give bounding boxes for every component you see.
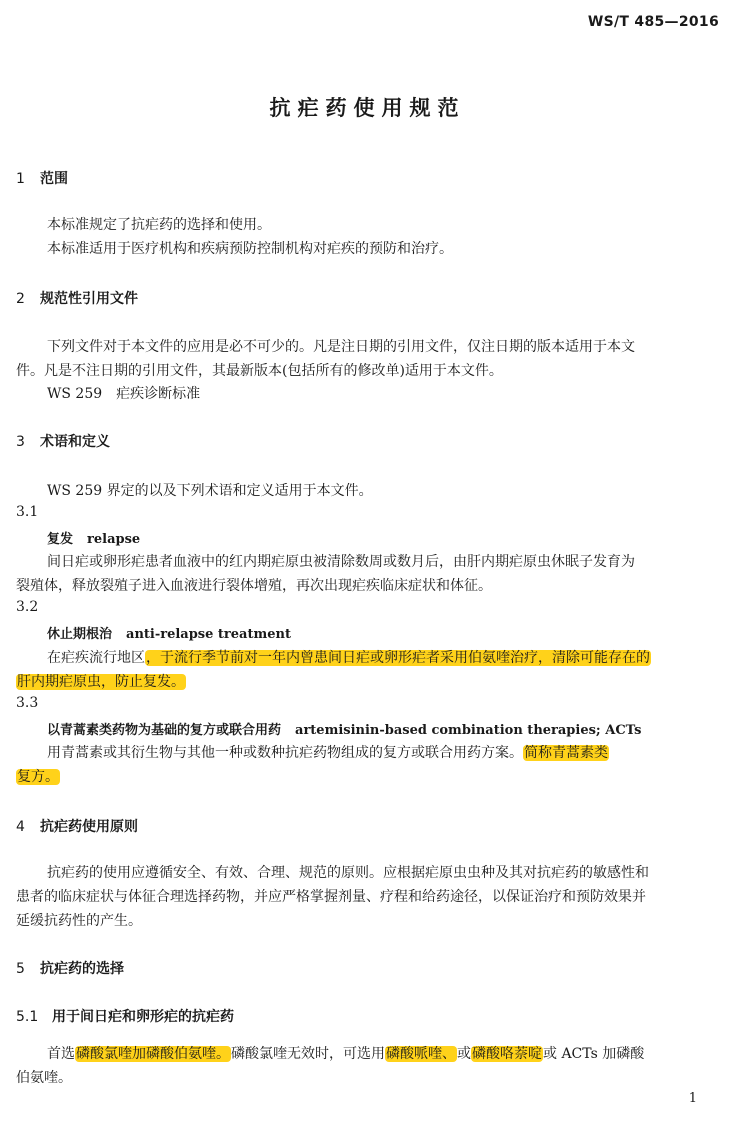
highlighted-text: ，于流行季节前对一年内曾患间日疟或卵形疟者采用伯氨喹治疗，清除可能存在的 <box>146 650 650 666</box>
plain-text: 或 <box>457 1046 471 1062</box>
standard-number: WS/T 485—2016 <box>587 14 719 30</box>
highlighted-text: 磷酸咯萘啶 <box>472 1046 542 1062</box>
paragraph: 本标准适用于医疗机构和疾病预防控制机构对疟疾的预防和治疗。 <box>47 241 453 257</box>
plain-text: 磷酸氯喹无效时，可选用 <box>231 1046 385 1062</box>
section-5-heading <box>16 958 124 978</box>
paragraph-line: 件。凡是不注日期的引用文件，其最新版本(包括所有的修改单)适用于本文件。 <box>16 363 503 379</box>
page-number: 1 <box>688 1091 697 1106</box>
section-title: 范围 <box>40 171 68 187</box>
definition-line <box>47 742 609 762</box>
paragraph-line <box>47 1043 644 1063</box>
section-5-1-heading <box>16 1006 234 1026</box>
definition-line <box>47 647 651 667</box>
plain-text: 首选 <box>47 1046 75 1062</box>
term-heading <box>47 528 140 547</box>
paragraph-line: 伯氨喹。 <box>16 1070 72 1086</box>
term-heading <box>47 719 641 738</box>
highlighted-text: 肝内期疟原虫，防止复发。 <box>17 674 185 690</box>
term-number: 3.2 <box>16 599 39 615</box>
term-heading <box>47 623 291 642</box>
paragraph-line: 患者的临床症状与体征合理选择药物，并应严格掌握剂量、疗程和给药途径，以保证治疗和预防效果并 <box>16 889 646 905</box>
section-number: 5.1 <box>16 1009 39 1025</box>
paragraph-line: 下列文件对于本文件的应用是必不可少的。凡是注日期的引用文件，仅注日期的版本适用于本文 <box>47 339 635 355</box>
plain-text: 用青蒿素或其衍生物与其他一种或数种抗疟药物组成的复方或联合用药方案。 <box>47 745 523 761</box>
section-number: 2 <box>16 291 25 307</box>
paragraph-line: 延缓抗药性的产生。 <box>16 913 142 929</box>
term-en: artemisinin-based combination therapies; ACTs <box>295 723 642 738</box>
section-title: 用于间日疟和卵形疟的抗疟药 <box>52 1009 234 1025</box>
plain-text: 或 ACTs 加磷酸 <box>543 1046 645 1062</box>
section-title: 抗疟药的选择 <box>40 961 124 977</box>
section-number: 5 <box>16 961 25 977</box>
section-1-heading <box>16 168 68 188</box>
definition-line: 裂殖体，释放裂殖子进入血液进行裂体增殖，再次出现疟疾临床症状和体征。 <box>16 578 492 594</box>
section-number: 1 <box>16 171 25 187</box>
paragraph-line: 抗疟药的使用应遵循安全、有效、合理、规范的原则。应根据疟原虫虫种及其对抗疟药的敏感性和 <box>47 865 649 881</box>
term-zh: 复发 <box>47 532 74 547</box>
paragraph: 本标准规定了抗疟药的选择和使用。 <box>47 217 271 233</box>
section-title: 抗疟药使用原则 <box>40 819 138 835</box>
document-title: 抗疟药使用规范 <box>269 96 466 120</box>
term-number: 3.1 <box>16 504 39 520</box>
section-4-heading <box>16 816 138 836</box>
section-2-heading <box>16 288 138 308</box>
highlighted-text: 复方。 <box>17 769 59 785</box>
section-3-heading <box>16 431 110 451</box>
term-en: relapse <box>87 532 141 547</box>
highlighted-text: 简称青蒿素类 <box>524 745 608 761</box>
definition-line <box>16 766 60 786</box>
definition-line <box>16 671 186 691</box>
term-number: 3.3 <box>16 695 39 711</box>
highlighted-text: 磷酸氯喹加磷酸伯氨喹。 <box>76 1046 230 1062</box>
term-zh: 以青蒿素类药物为基础的复方或联合用药 <box>47 723 282 738</box>
definition-line: 间日疟或卵形疟患者血液中的红内期疟原虫被清除数周或数月后，由肝内期疟原虫休眠子发育为 <box>47 554 635 570</box>
section-number: 4 <box>16 819 25 835</box>
highlighted-text: 磷酸哌喹、 <box>386 1046 456 1062</box>
term-zh: 休止期根治 <box>47 627 113 642</box>
section-number: 3 <box>16 434 25 450</box>
section-title: 规范性引用文件 <box>40 291 138 307</box>
paragraph: WS 259 界定的以及下列术语和定义适用于本文件。 <box>47 483 373 499</box>
plain-text: 在疟疾流行地区 <box>47 650 145 666</box>
section-title: 术语和定义 <box>40 434 110 450</box>
normative-reference: WS 259 疟疾诊断标准 <box>47 386 201 402</box>
term-en: anti-relapse treatment <box>126 627 291 642</box>
